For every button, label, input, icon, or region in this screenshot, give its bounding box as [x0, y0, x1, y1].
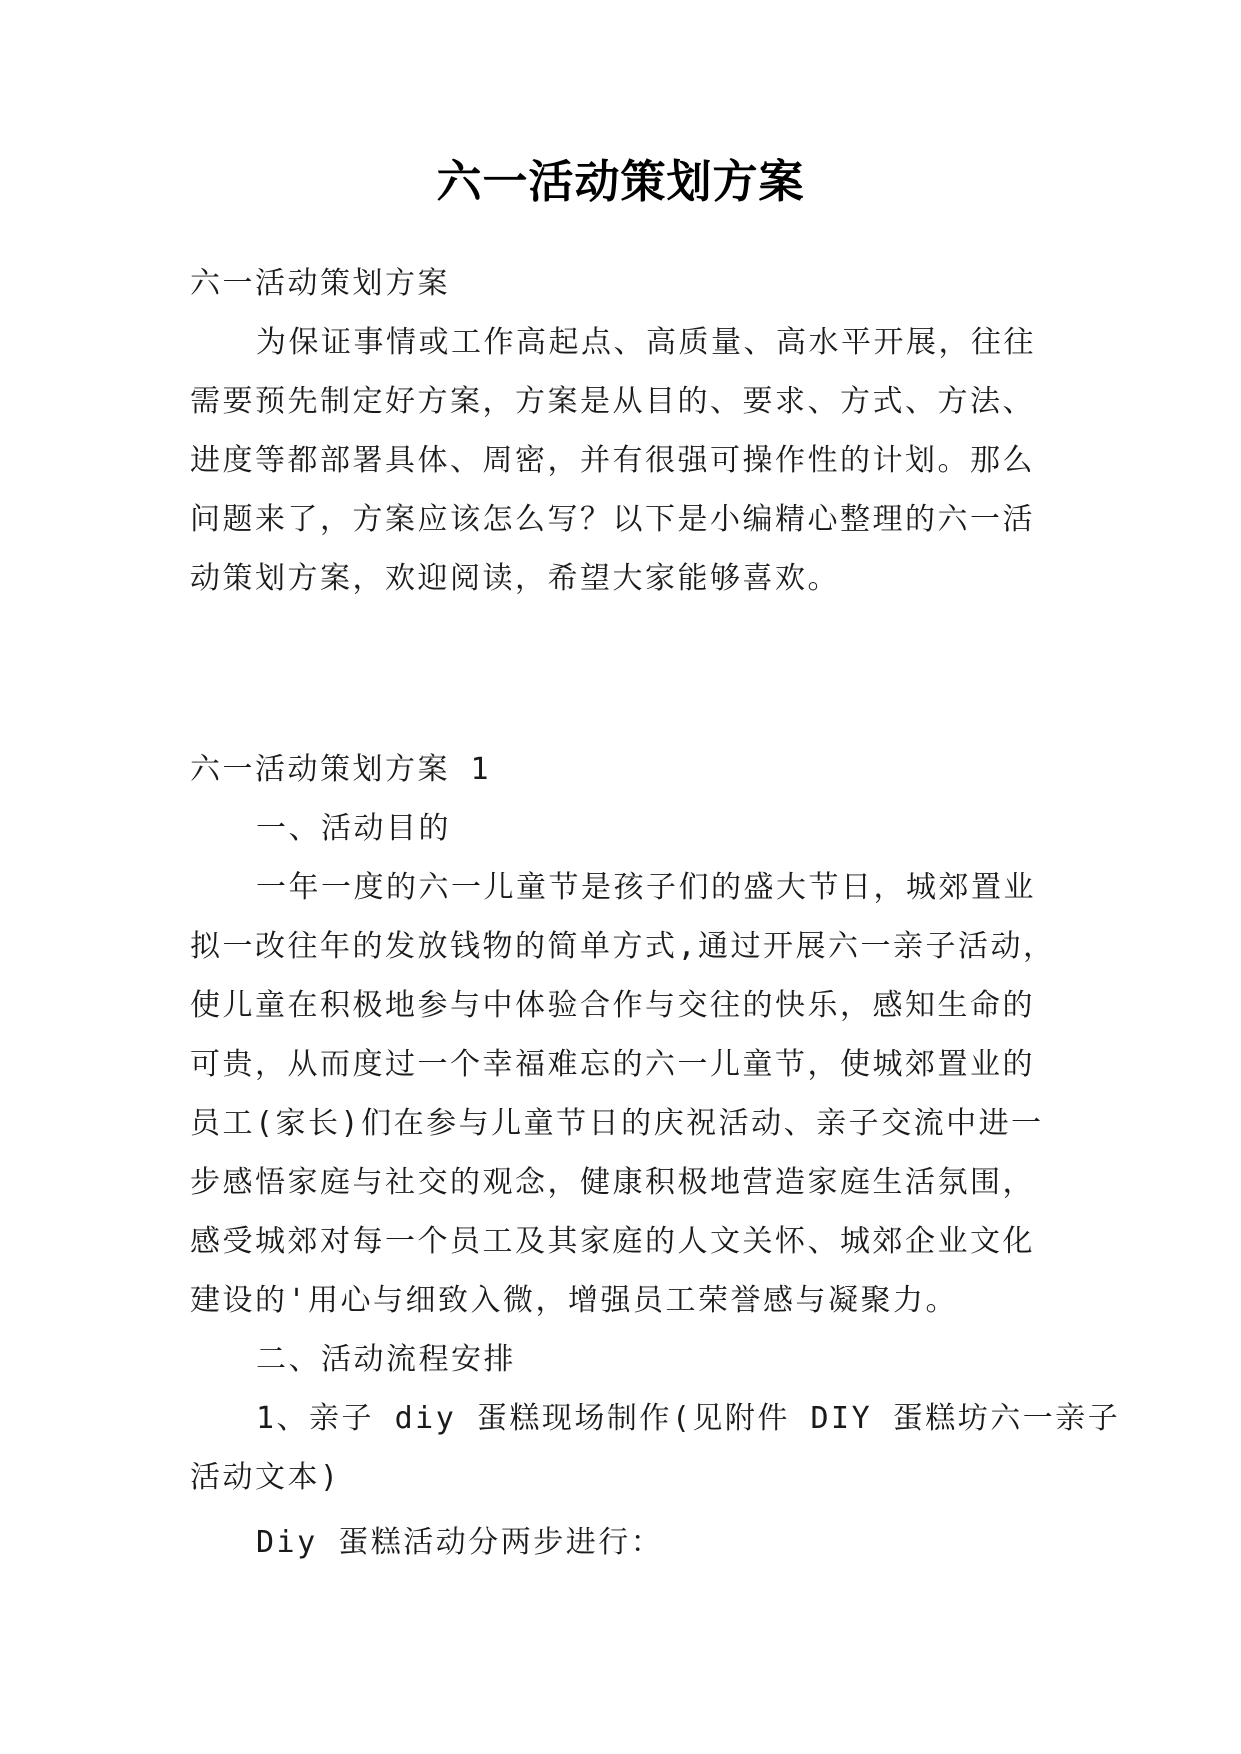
intro-block — [190, 254, 1070, 608]
paragraph-line: 员工(家长)们在参与儿童节日的庆祝活动、亲子交流中进一 — [190, 1106, 1044, 1141]
paragraph-line: 1、亲子 diy 蛋糕现场制作(见附件 DIY 蛋糕坊六一亲子 — [256, 1401, 1121, 1436]
document-title: 六一活动策划方案 — [436, 155, 805, 208]
paragraph-line: 感受城郊对每一个员工及其家庭的人文关怀、城郊企业文化 — [190, 1224, 1035, 1259]
intro-paragraph-line: 为保证事情或工作高起点、高质量、高水平开展，往往 — [256, 325, 1036, 360]
section-1-block — [190, 740, 1121, 1572]
paragraph-line: 使儿童在积极地参与中体验合作与交往的快乐，感知生命的 — [190, 988, 1035, 1023]
paragraph-line: 一年一度的六一儿童节是孩子们的盛大节日，城郊置业 — [256, 870, 1036, 905]
intro-paragraph-line: 进度等都部署具体、周密，并有很强可操作性的计划。那么 — [190, 443, 1035, 478]
intro-heading: 六一活动策划方案 — [190, 266, 450, 301]
part-heading: 一、活动目的 — [256, 811, 451, 846]
paragraph-line: 活动文本) — [190, 1460, 341, 1495]
paragraph-line: 建设的'用心与细致入微，增强员工荣誉感与凝聚力。 — [190, 1283, 959, 1318]
paragraph-line: 拟一改往年的发放钱物的简单方式,通过开展六一亲子活动， — [190, 929, 1056, 964]
intro-paragraph-line: 需要预先制定好方案，方案是从目的、要求、方式、方法、 — [190, 384, 1035, 419]
intro-paragraph-line: 动策划方案，欢迎阅读，希望大家能够喜欢。 — [190, 561, 840, 596]
intro-paragraph-line: 问题来了，方案应该怎么写？以下是小编精心整理的六一活 — [190, 502, 1035, 537]
paragraph-line: 可贵，从而度过一个幸福难忘的六一儿童节，使城郊置业的 — [190, 1047, 1035, 1082]
section-heading: 六一活动策划方案 1 — [190, 752, 492, 787]
paragraph-line: 步感悟家庭与社交的观念，健康积极地营造家庭生活氛围， — [190, 1165, 1035, 1200]
paragraph-line: Diy 蛋糕活动分两步进行： — [256, 1525, 664, 1560]
part-heading: 二、活动流程安排 — [256, 1342, 516, 1377]
